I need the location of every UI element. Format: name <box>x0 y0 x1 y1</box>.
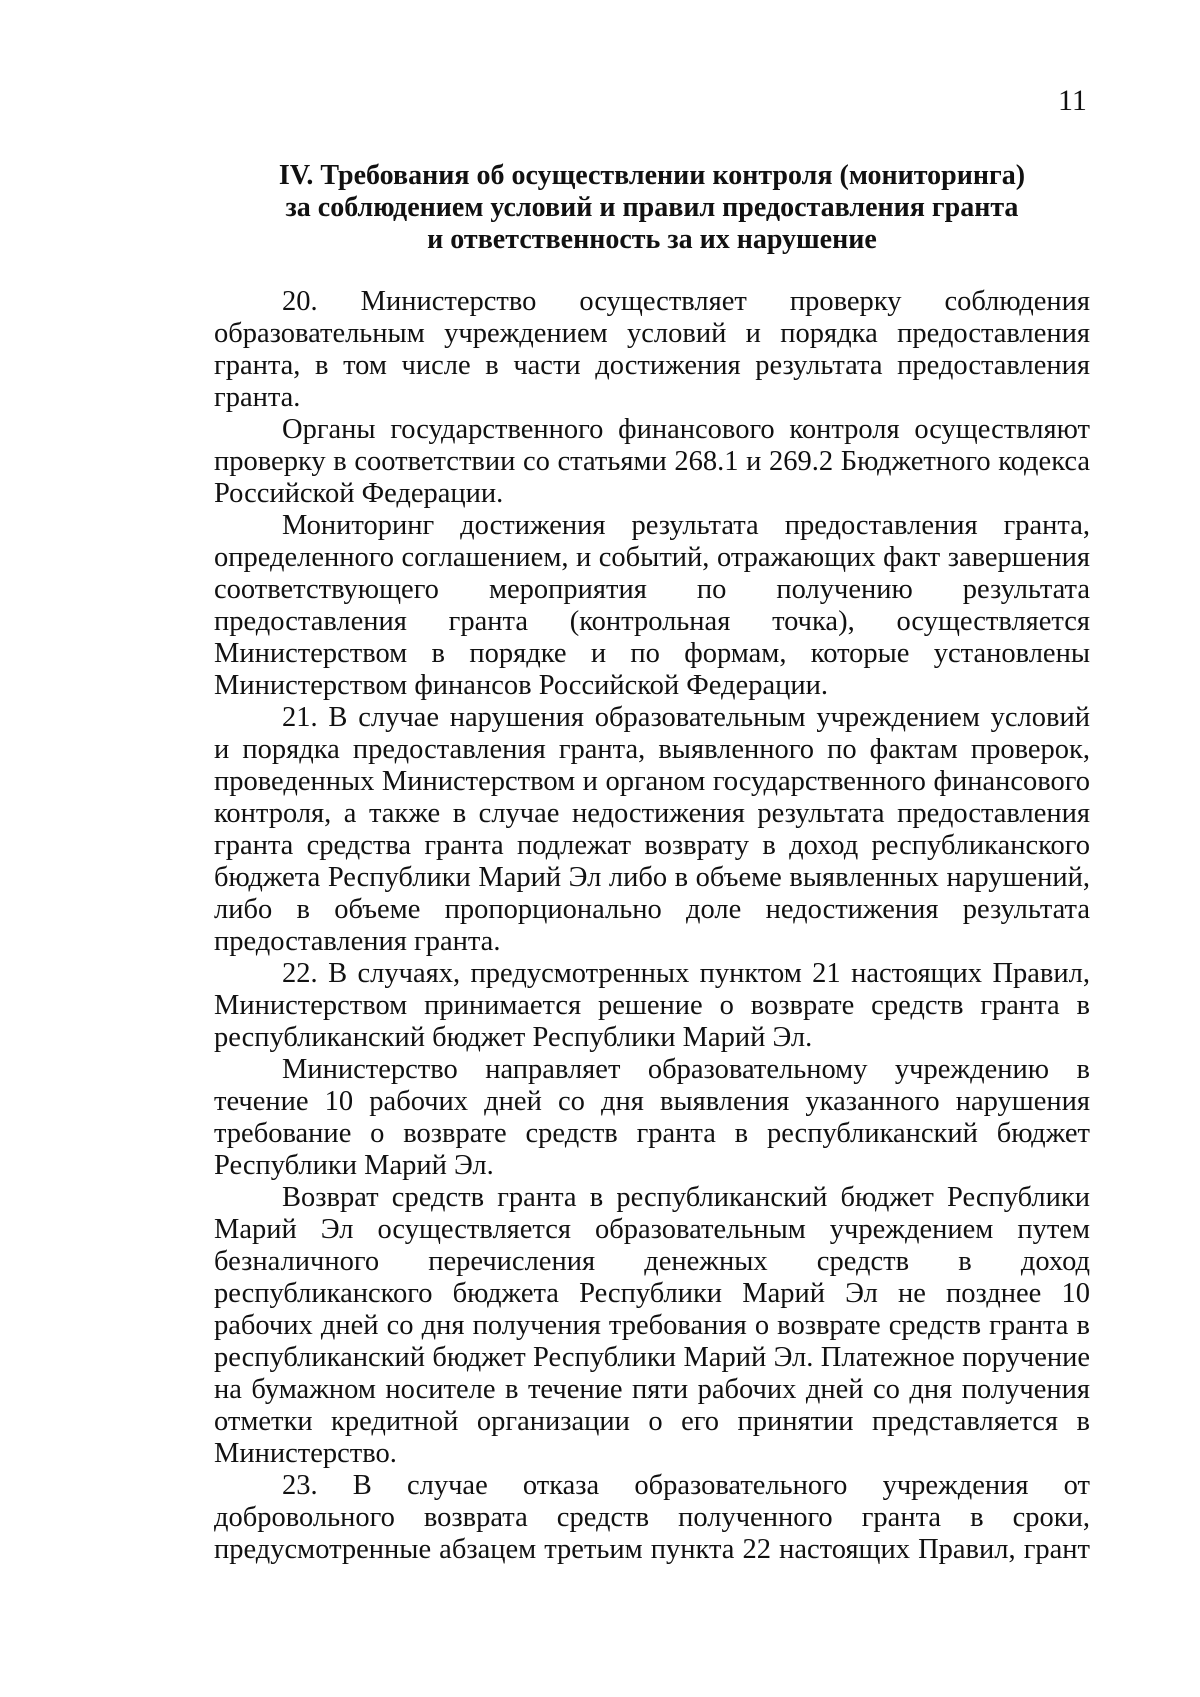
section-heading-line-3: и ответственность за их нарушение <box>427 224 877 255</box>
paragraph-23: 23. В случае отказа образовательного учреждения от добровольного возврата средств полученного гранта в сроки, предусмотренные абзацем третьим пункта 22 настоящих Правил, грант <box>214 1470 1090 1565</box>
paragraph-22-requirement: Министерство направляет образовательному учреждению в течение 10 рабочих дней со дня выявления указанного нарушения требование о возврате средств гранта в республиканский бюджет Республики Марий Эл. <box>214 1054 1090 1181</box>
document-body <box>214 286 1090 1566</box>
paragraph-20: 20. Министерство осуществляет проверку соблюдения образовательным учреждением условий и порядка предоставления гранта, в том числе в части достижения результата предоставления гранта. <box>214 286 1090 413</box>
section-heading <box>214 160 1090 256</box>
paragraph-20-control-bodies: Органы государственного финансового контроля осуществляют проверку в соответствии со статьями 268.1 и 269.2 Бюджетного кодекса Российской Федерации. <box>214 414 1090 509</box>
paragraph-22-refund: Возврат средств гранта в республиканский бюджет Республики Марий Эл осуществляется образовательным учреждением путем безналичного перечисления денежных средств в доход республиканского бюджета Республики Марий Эл не позднее 10 рабочих дней со дня получения требования о возврате средств гранта в республиканский бюджет Республики Марий Эл. Платежное поручение на бумажном носителе в течение пяти рабочих дней со дня получения отметки кредитной организации о его принятии представляется в Министерство. <box>214 1182 1090 1469</box>
section-heading-line-1: IV. Требования об осуществлении контроля (мониторинга) <box>278 160 1026 191</box>
paragraph-22: 22. В случаях, предусмотренных пунктом 21 настоящих Правил, Министерством принимается решение о возврате средств гранта в республиканский бюджет Республики Марий Эл. <box>214 958 1090 1053</box>
page-number: 11 <box>1058 84 1087 117</box>
paragraph-21: 21. В случае нарушения образовательным учреждением условий и порядка предоставления гранта, выявленного по фактам проверок, проведенных Министерством и органом государственного финансового контроля, а также в случае недостижения результата предоставления гранта средства гранта подлежат возврату в доход республиканского бюджета Республики Марий Эл либо в объеме выявленных нарушений, либо в объеме пропорционально доле недостижения результата предоставления гранта. <box>214 702 1090 957</box>
section-heading-line-2: за соблюдением условий и правил предоставления гранта <box>285 192 1019 223</box>
paragraph-20-monitoring: Мониторинг достижения результата предоставления гранта, определенного соглашением, и событий, отражающих факт завершения соответствующего мероприятия по получению результата предоставления гранта (контрольная точка), осуществляется Министерством в порядке и по формам, которые установлены Министерством финансов Российской Федерации. <box>214 510 1090 701</box>
